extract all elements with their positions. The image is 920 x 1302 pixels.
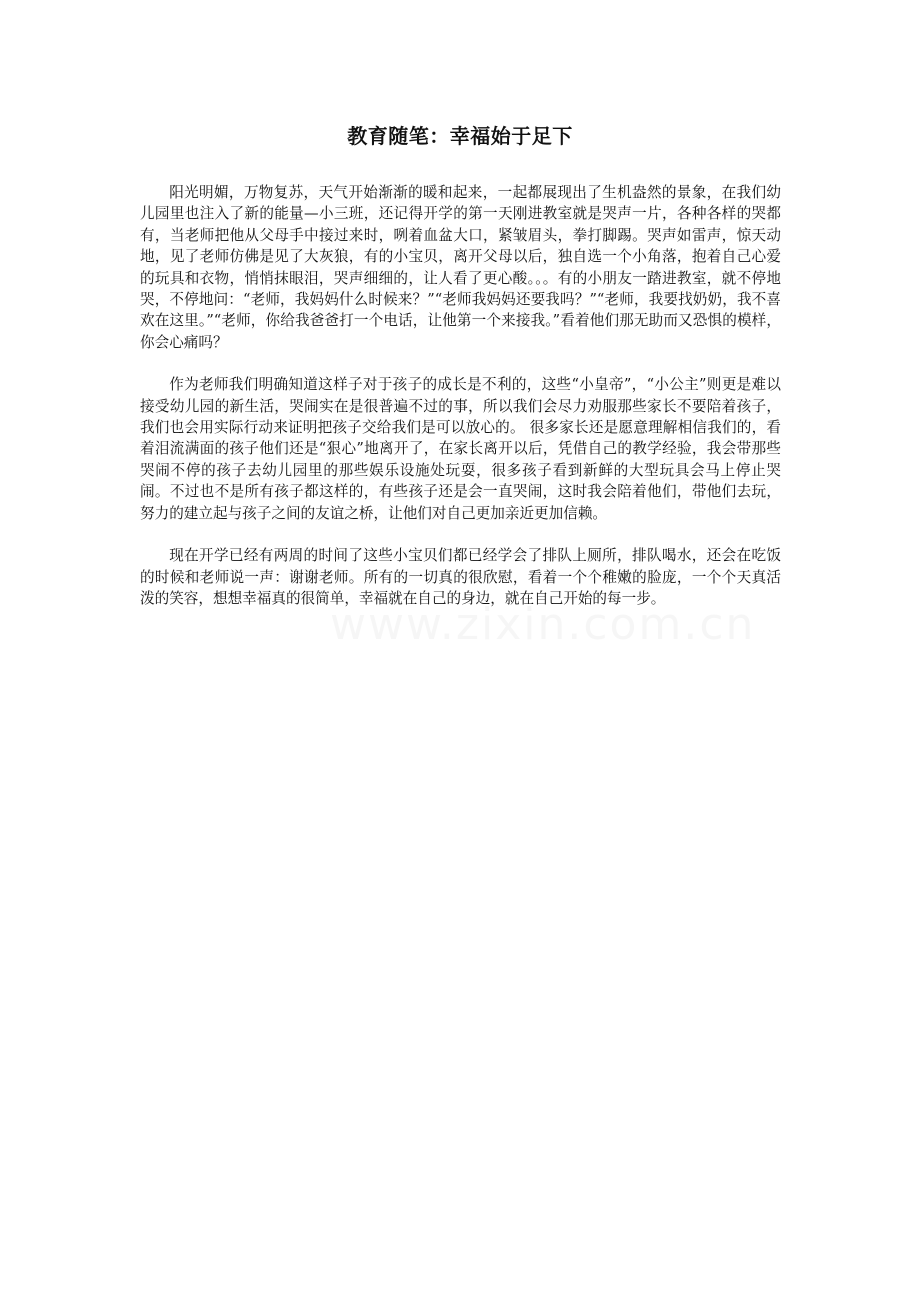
document-title: 教育随笔：幸福始于足下 — [347, 124, 573, 148]
paragraph-1: 阳光明媚，万物复苏，天气开始渐渐的暖和起来，一起都展现出了生机盎然的景象，在我们幼儿园里也注入了新的能量—小三班，还记得开学的第一天刚进教室就是哭声一片，各种各样的哭都有，当老师把他从父母手中接过来时，咧着血盆大口，紧皱眉头，拳打脚踢。哭声如雷声，惊天动地，见了老师仿佛是见了大灰狼，有的小宝贝，离开父母以后，独自选一个小角落，抱着自己心爱的玩具和衣物，悄悄抹眼泪，哭声细细的，让人看了更心酸。。。有的小朋友一踏进教室，就不停地哭，不停地问：“老师，我妈妈什么时候来？”“老师我妈妈还要我吗？”“老师，我要找奶奶，我不喜欢在这里。”“老师，你给我爸爸打一个电话，让他第一个来接我。”看着他们那无助而又恐惧的模样，你会心痛吗？ — [140, 184, 781, 351]
watermark: www.zixin.com.cn — [330, 599, 756, 650]
paragraph-3: 现在开学已经有两周的时间了这些小宝贝们都已经学会了排队上厕所，排队喝水，还会在吃饭的时候和老师说一声：谢谢老师。所有的一切真的很欣慰，看着一个个稚嫩的脸庞，一个个天真活泼的笑容，想想幸福真的很简单，幸福就在自己的身边，就在自己开始的每一步。 — [140, 547, 781, 607]
document-body — [140, 182, 781, 630]
paragraph-2: 作为老师我们明确知道这样子对于孩子的成长是不利的，这些“小皇帝”，“小公主”则更是难以接受幼儿园的新生活，哭闹实在是很普遍不过的事，所以我们会尽力劝服那些家长不要陪着孩子，我们也会用实际行动来证明把孩子交给我们是可以放心的。 很多家长还是愿意理解相信我们的，看着泪流满面的孩子他们还是“狠心”地离开了，在家长离开以后，凭借自己的教学经验，我会带那些哭闹不停的孩子去幼儿园里的那些娱乐设施处玩耍，很多孩子看到新鲜的大型玩具会马上停止哭闹。不过也不是所有孩子都这样的，有些孩子还是会一直哭闹，这时我会陪着他们，带他们去玩，努力的建立起与孩子之间的友谊之桥，让他们对自己更加亲近更加信赖。 — [140, 376, 781, 522]
